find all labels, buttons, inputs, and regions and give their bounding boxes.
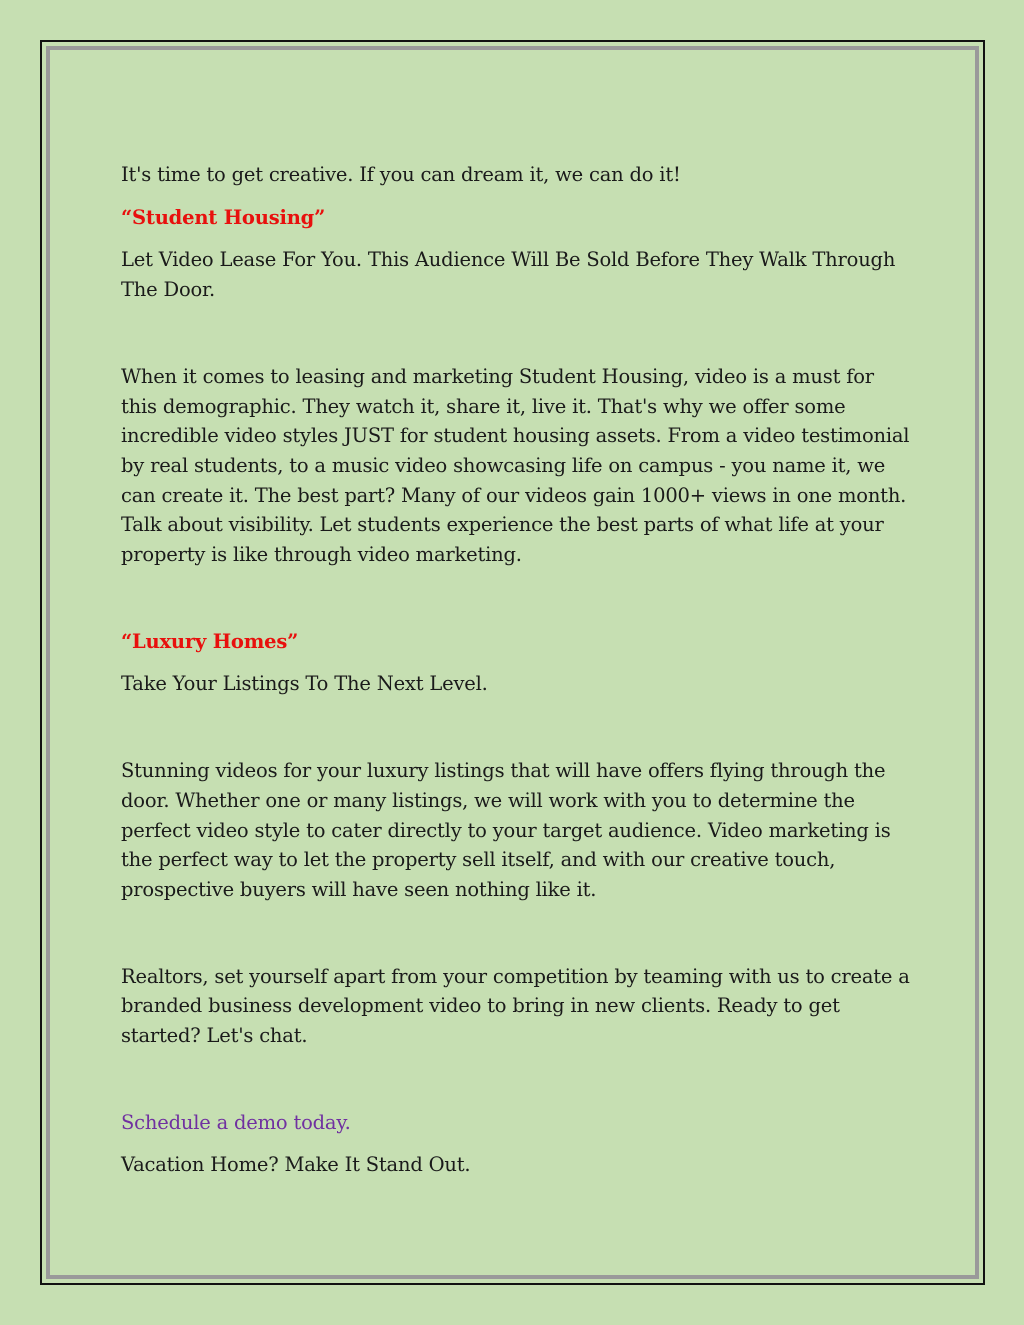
- student-housing-heading: “Student Housing”: [121, 205, 326, 229]
- luxury-homes-body: Stunning videos for your luxury listings that will have offers flying through the door. Whether one or many listings, we will work with you to determine the perfect video style to cater directly to your target audience. Video marketing is the perfect way to let the property sell itself, and with our creative touch, prospective buyers will have seen nothing like it.: [121, 759, 891, 901]
- luxury-homes-heading: “Luxury Homes”: [121, 629, 299, 653]
- luxury-homes-tagline: Take Your Listings To The Next Level.: [121, 672, 488, 696]
- student-housing-tagline: Let Video Lease For You. This Audience Will Be Sold Before They Walk Through The Door.: [121, 248, 896, 302]
- student-housing-body: When it comes to leasing and marketing Student Housing, video is a must for this demographic. They watch it, share it, live it. That's why we offer some incredible video styles JUST for student housing assets. From a video testimonial by real students, to a music video showcasing life on campus - you name it, we can create it. The best part? Many of our videos gain 1000+ views in one month. Talk about visibility. Let students experience the best parts of what life at your property is like through video marketing.: [121, 364, 910, 567]
- realtors-text: Realtors, set yourself apart from your competition by teaming with us to create a branded business development video to bring in new clients. Ready to get started? Let's chat.: [121, 964, 910, 1048]
- intro-text: It's time to get creative. If you can dream it, we can do it!: [121, 163, 681, 186]
- schedule-demo-link[interactable]: Schedule a demo today.: [121, 1110, 351, 1134]
- document-body: [121, 160, 911, 1180]
- vacation-home-text: Vacation Home? Make It Stand Out.: [121, 1153, 471, 1177]
